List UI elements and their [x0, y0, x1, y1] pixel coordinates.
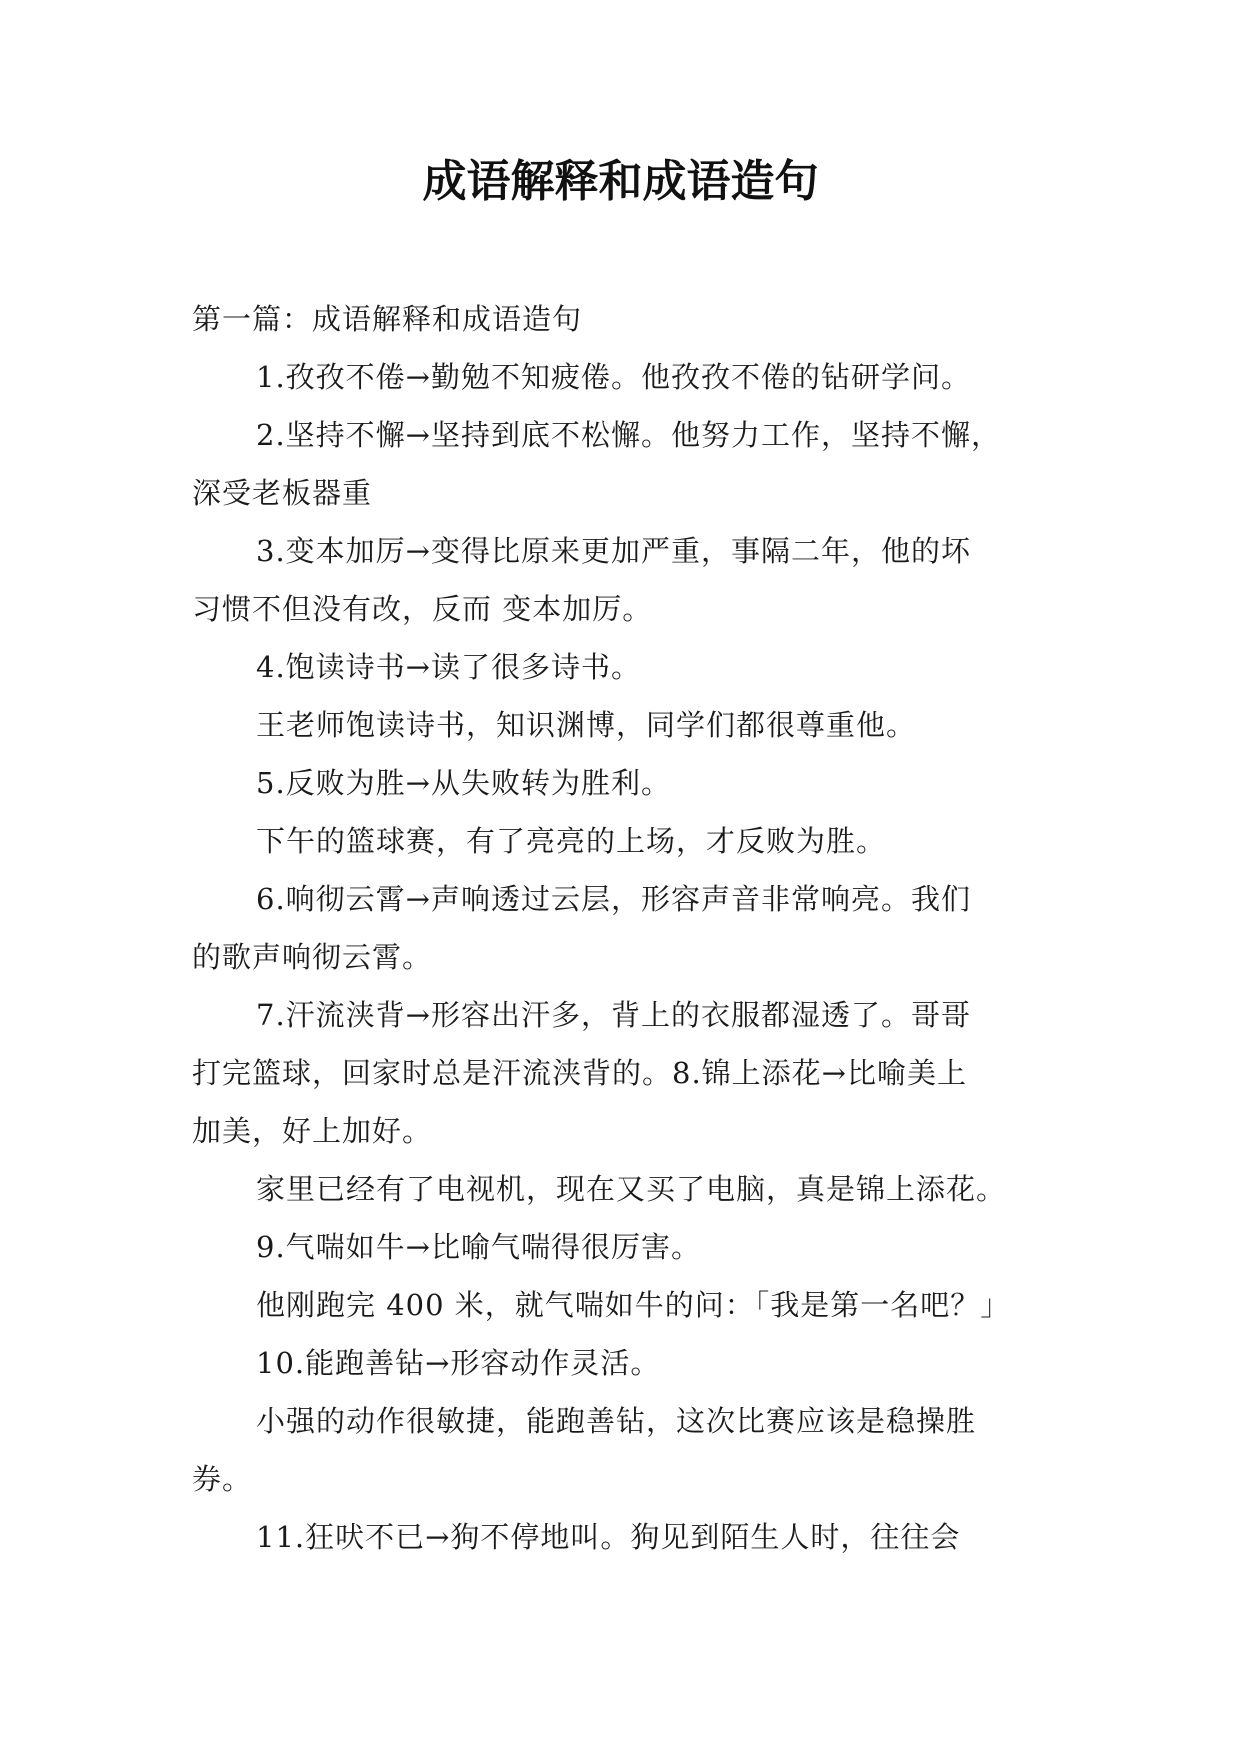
text-line: 深受老板器重: [192, 476, 373, 510]
text-line: 小强的动作很敏捷，能跑善钻，这次比赛应该是稳操胜: [256, 1404, 977, 1438]
text-line: 王老师饱读诗书，知识渊博，同学们都很尊重他。: [256, 708, 917, 742]
text-line: 11.狂吠不已→狗不停地叫。狗见到陌生人时，往往会: [256, 1520, 961, 1554]
text-line: 打完篮球，回家时总是汗流浃背的。8.锦上添花→比喻美上: [192, 1056, 967, 1090]
text-line: 他刚跑完 400 米，就气喘如牛的问：「我是第一名吧？」: [256, 1288, 1011, 1322]
text-line: 加美，好上加好。: [192, 1114, 433, 1148]
text-line: 5.反败为胜→从失败转为胜利。: [256, 766, 671, 800]
section-heading: 第一篇：成语解释和成语造句: [192, 302, 583, 336]
text-line: 10.能跑善钻→形容动作灵活。: [256, 1346, 661, 1380]
text-line: 4.饱读诗书→读了很多诗书。: [256, 650, 641, 684]
document-title: 成语解释和成语造句: [422, 156, 819, 207]
document-body: [192, 290, 1052, 1566]
text-line: 6.响彻云霄→声响透过云层，形容声音非常响亮。我们: [256, 882, 971, 916]
text-line: 的歌声响彻云霄。: [192, 940, 433, 974]
text-line: 下午的篮球赛，有了亮亮的上场，才反败为胜。: [256, 824, 887, 858]
text-line: 3.变本加厉→变得比原来更加严重，事隔二年，他的坏: [256, 534, 971, 568]
text-line: 2.坚持不懈→坚持到底不松懈。他努力工作，坚持不懈，: [256, 418, 1001, 452]
text-line: 9.气喘如牛→比喻气喘得很厉害。: [256, 1230, 701, 1264]
text-line: 1.孜孜不倦→勤勉不知疲倦。他孜孜不倦的钻研学问。: [256, 360, 971, 394]
text-line: 家里已经有了电视机，现在又买了电脑，真是锦上添花。: [256, 1172, 1007, 1206]
text-line: 习惯不但没有改，反而 变本加厉。: [192, 592, 653, 626]
text-line: 7.汗流浃背→形容出汗多，背上的衣服都湿透了。哥哥: [256, 998, 971, 1032]
text-line: 券。: [192, 1462, 253, 1496]
